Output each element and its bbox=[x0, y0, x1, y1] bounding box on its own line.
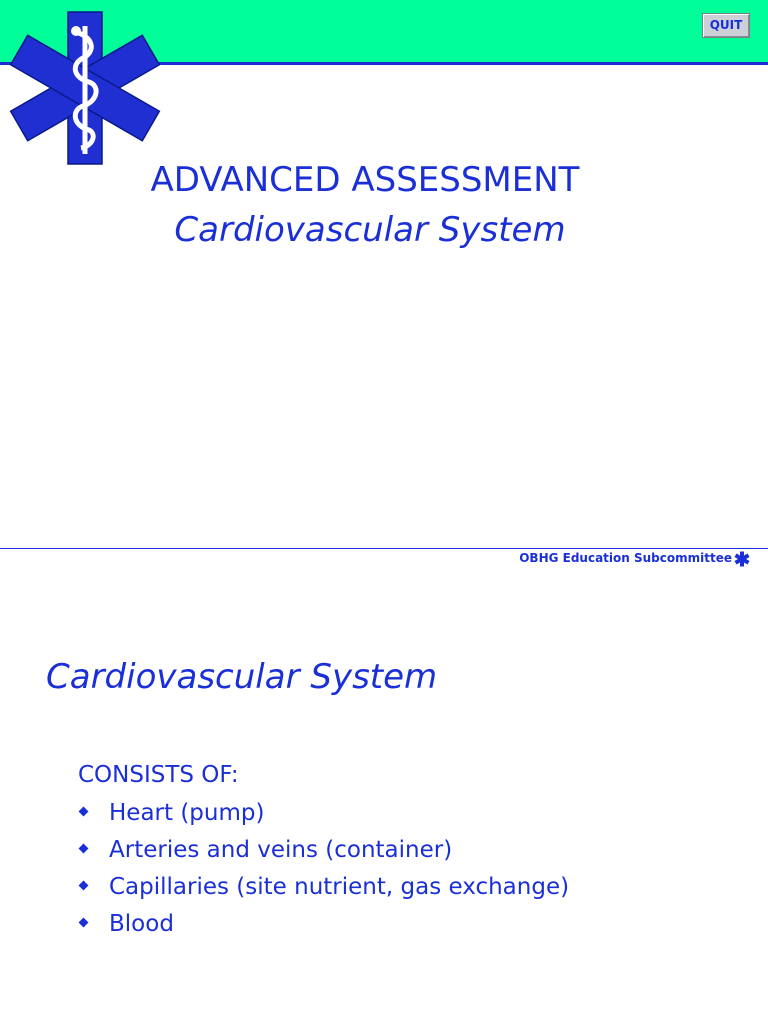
content-slide bbox=[0, 576, 768, 1024]
list-item bbox=[78, 909, 569, 946]
list-item-text: Blood bbox=[109, 911, 174, 937]
list-item bbox=[78, 872, 569, 909]
list-item-text: Arteries and veins (container) bbox=[109, 837, 453, 863]
footer-credit: OBHG Education Subcommittee bbox=[519, 551, 732, 565]
content-intro: CONSISTS OF: bbox=[78, 762, 239, 788]
list-item bbox=[78, 835, 569, 872]
diamond-bullet-icon bbox=[79, 918, 89, 928]
star-of-life-icon bbox=[5, 8, 165, 168]
bullet-list bbox=[78, 798, 569, 946]
quit-button[interactable]: QUIT bbox=[702, 13, 750, 38]
diamond-bullet-icon bbox=[79, 881, 89, 891]
list-item-text: Heart (pump) bbox=[109, 800, 265, 826]
footer-divider bbox=[0, 548, 768, 549]
list-item-text: Capillaries (site nutrient, gas exchange) bbox=[109, 874, 570, 900]
content-title: Cardiovascular System bbox=[46, 657, 438, 697]
slide-title: ADVANCED ASSESSMENT bbox=[150, 160, 580, 200]
list-item bbox=[78, 798, 569, 835]
slide-subtitle: Cardiovascular System bbox=[174, 210, 566, 250]
star-of-life-small-icon bbox=[734, 551, 750, 567]
diamond-bullet-icon bbox=[79, 844, 89, 854]
diamond-bullet-icon bbox=[79, 807, 89, 817]
